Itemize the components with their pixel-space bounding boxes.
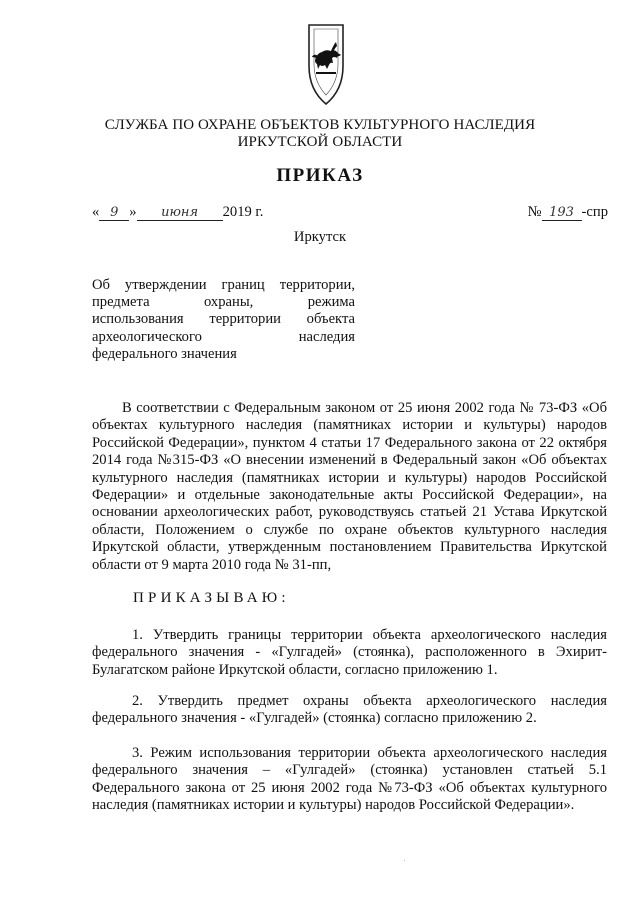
irkutsk-coat-of-arms-icon (303, 22, 349, 107)
order-number (528, 204, 608, 221)
quote-close: » (129, 204, 137, 220)
organization-line-2: ИРКУТСКОЙ ОБЛАСТИ (237, 134, 403, 150)
organization-name (0, 117, 640, 151)
order-item-2: 2. Утвердить предмет охраны объекта археологического наследия федерального значения - «Гулгадей» (стоянка) согласно приложению 2. (92, 693, 607, 727)
preamble-paragraph: В соответствии с Федеральным законом от 25 июня 2002 года № 73-ФЗ «Об объектах культурного наследия (памятниках истории и культуры) народов Российской Федерации», пунктом 4 статьи 17 Федерального закона от 22 октября 2014 года №315-ФЗ «О внесении изменений в Федеральный закон «Об объектах культурного наследия (памятниках истории и культуры) народов Российской Федерации» и отдельные законодательные акты Российской Федерации», на основании археологических работ, руководствуясь статьей 21 Устава Иркутской области, Положением о службе по охране объектов культурного наследия Иркутской области, утвержденным постановлением Правительства Иркутской области от 9 марта 2010 года № 31-пп, (92, 400, 607, 573)
subject-line: предмета охраны, режима (92, 294, 355, 311)
scan-speck (404, 860, 405, 861)
subject-line: Об утверждении границ территории, (92, 277, 355, 293)
city-name: Иркутск (293, 229, 347, 245)
organization-line-1: СЛУЖБА ПО ОХРАНЕ ОБЪЕКТОВ КУЛЬТУРНОГО НАСЛЕДИЯ (104, 117, 536, 133)
order-directive: ПРИКАЗЫВАЮ: (133, 590, 290, 606)
number-value: 193 (542, 206, 582, 221)
subject-line: использования территории объекта (92, 311, 355, 328)
document-type-title: ПРИКАЗ (276, 165, 364, 186)
date-year: 2019 г. (222, 204, 264, 220)
number-suffix: -спр (581, 204, 608, 220)
quote-open: « (92, 204, 100, 220)
order-date (92, 204, 263, 221)
order-item-1: 1. Утвердить границы территории объекта археологического наследия федерального значения - «Гулгадей» (стоянка), расположенного в Эхирит-Булагатском районе Иркутской области, согласно приложению 1. (92, 627, 607, 678)
order-subject (92, 277, 355, 363)
date-month: июня (137, 206, 223, 221)
subject-line: федерального значения (92, 345, 237, 362)
date-day: 9 (99, 206, 129, 221)
number-prefix: № (527, 204, 542, 220)
subject-line: археологического наследия (92, 328, 355, 345)
order-item-3: 3. Режим использования территории объекта археологического наследия федерального значения – «Гулгадей» (стоянка) установлен статьей 5.1 Федерального закона от 25 июня 2002 года №73-ФЗ «Об объектах культурного наследия (памятниках истории и культуры) народов Российской Федерации». (92, 745, 607, 814)
